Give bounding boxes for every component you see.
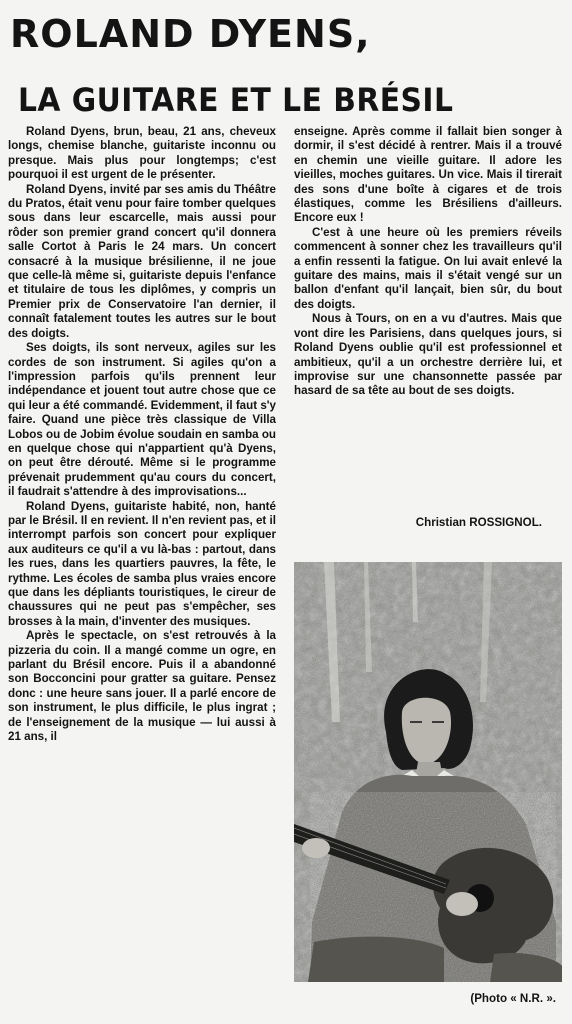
- article-column-right: [294, 125, 562, 399]
- paragraph-brazil: Roland Dyens, guitariste habité, non, hanté par le Brésil. Il en revient. Il n'en revient pas, et il interrompt parfois son concert pour expliquer aux auditeurs ce qu'il a vu là-bas : partout, dans les rues, dans les quartiers pauvres, la fête, le rythme. Les écoles de samba plus vraies encore que dans les dépliants touristiques, le cireur de chaussures qui ne peut pas s'empêcher, ses brosses à la main, d'inventer des musiques.: [8, 499, 276, 628]
- article-column-left: [8, 125, 276, 744]
- paragraph-pizzeria: Après le spectacle, on s'est retrouvés à la pizzeria du coin. Il a mangé comme un ogre, en parlant du Brésil encore. Puis il a abandonné son Bocconcini pour gratter sa guitare. Pensez donc : une heure sans jouer. Il a parlé encore de son instrument, le plus difficile, le plus ingrat ; de l'enseignement de la musique — lui aussi à 21 ans, il: [8, 629, 276, 744]
- paragraph-concert: Roland Dyens, invité par ses amis du Théâtre du Pratos, était venu pour faire tomber quelques sous dans leur escarcelle, mais aussi pour rôder son premier grand concert qu'il donnera salle Cortot à Paris le 24 mars. Un concert consacré à la musique brésilienne, il ne joue que celle-là même si, guitariste depuis l'enfance et titulaire de tous les diplômes, y compris un Premier prix de Conservatoire l'an dernier, il connaît fatalement toutes les autres sur le bout des doigts.: [8, 182, 276, 340]
- photo-credit: (Photo « N.R. ».: [470, 992, 556, 1005]
- paragraph-fatigue: C'est à une heure où les premiers réveils commencent à sonner chez les travailleurs qu'il a enfin ressenti la fatigue. On lui avait enlevé la guitare des mains, mais il s'était vengé sur un ballon d'enfant qu'il lançait, bien sûr, du bout des doigts.: [294, 225, 562, 311]
- paragraph-continuation: enseigne. Après comme il fallait bien songer à dormir, il s'est décidé à rentrer. Mais il a trouvé en chemin une vieille guitare. Il adore les vieilles, moches guitares. Un vice. Mais il tirerait des sons d'une boîte à cigares et de trois élastiques, comme les Brésiliens d'ailleurs. Encore eux !: [294, 125, 562, 225]
- paragraph-tours: Nous à Tours, on en a vu d'autres. Mais que vont dire les Parisiens, dans quelques jours, si Roland Dyens oublie qu'il est professionnel et ambitieux, qu'il a un orchestre derrière lui, et improvise sur une chansonnette passée par hasard de sa tête au bout de ses doigts.: [294, 312, 562, 398]
- author-signature: Christian ROSSIGNOL.: [415, 516, 542, 529]
- headline-subtitle: LA GUITARE ET LE BRÉSIL: [18, 81, 454, 119]
- headline: [10, 12, 562, 120]
- paragraph-fingers: Ses doigts, ils sont nerveux, agiles sur les cordes de son instrument. Si agiles qu'on a l'impression parfois qu'ils prennent leur indépendance et jouent tout autre chose que ce qui leur a été commandé. Evidemment, il faut s'y faire. Quand une pièce très classique de Villa Lobos ou de Jobim évolue soudain en samba ou en quelque chose qui n'appartient qu'à Dyens, on peut être dérouté. Même si le programme prévenait prudemment qu'au cours du concert, il faudrait s'attendre à des improvisations...: [8, 341, 276, 499]
- paragraph-intro: Roland Dyens, brun, beau, 21 ans, cheveux longs, chemise blanche, guitariste inconnu ou presque. Mais plus pour longtemps; c'est pourquoi il est urgent de le présenter.: [8, 125, 276, 182]
- headline-title: ROLAND DYENS,: [10, 12, 371, 56]
- guitarist-photo: [294, 562, 562, 982]
